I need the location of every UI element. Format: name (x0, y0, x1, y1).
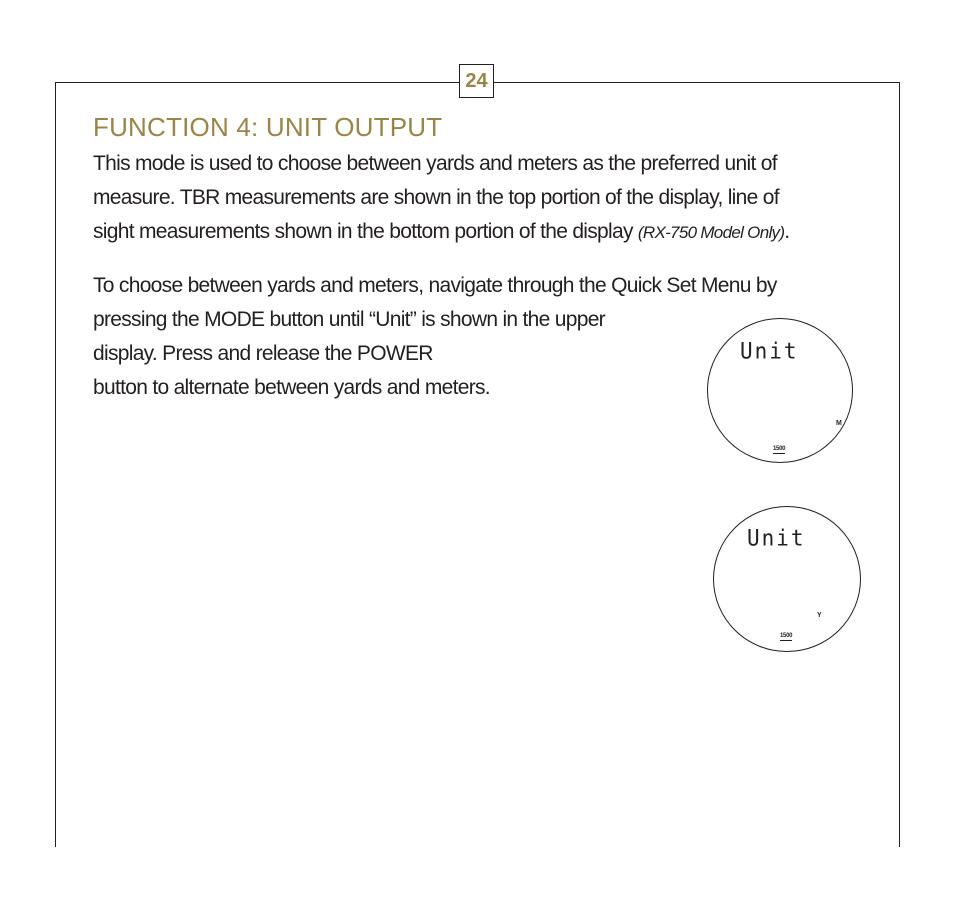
instruction-line-1: To choose between yards and meters, navigate through the Quick Set Menu by (93, 274, 777, 297)
model-note: (RX-750 Model Only) (637, 223, 785, 242)
lcd-unit-indicator: M (836, 420, 842, 427)
intro-line-1: This mode is used to choose between yards and meters as the preferred unit of (93, 152, 777, 175)
instruction-line-3: display. Press and release the POWER (93, 342, 433, 365)
lcd-model-tag: 1500 (773, 446, 786, 452)
intro-line-2: measure. TBR measurements are shown in the top portion of the display, line of (93, 186, 779, 209)
lcd-display-yards (713, 506, 861, 652)
page-number: 24 (459, 64, 494, 98)
intro-line-3 (93, 215, 883, 250)
instruction-line-2: pressing the MODE button until “Unit” is shown in the upper (93, 308, 605, 331)
intro-line-3-end: . (784, 220, 790, 243)
frame-left-rule (55, 82, 56, 847)
lcd-model-tag: 1500 (780, 633, 793, 639)
instruction-line-4: button to alternate between yards and meters. (93, 376, 490, 399)
intro-paragraph (93, 147, 883, 250)
lcd-display-meters (707, 318, 853, 463)
lcd-segment-text: Unit (747, 525, 806, 551)
lcd-unit-indicator: Y (817, 612, 822, 619)
section-title: FUNCTION 4: UNIT OUTPUT (93, 112, 443, 142)
lcd-segment-text: Unit (740, 338, 799, 364)
frame-right-rule (899, 82, 900, 847)
intro-line-3-text: sight measurements shown in the bottom portion of the display (93, 220, 638, 243)
